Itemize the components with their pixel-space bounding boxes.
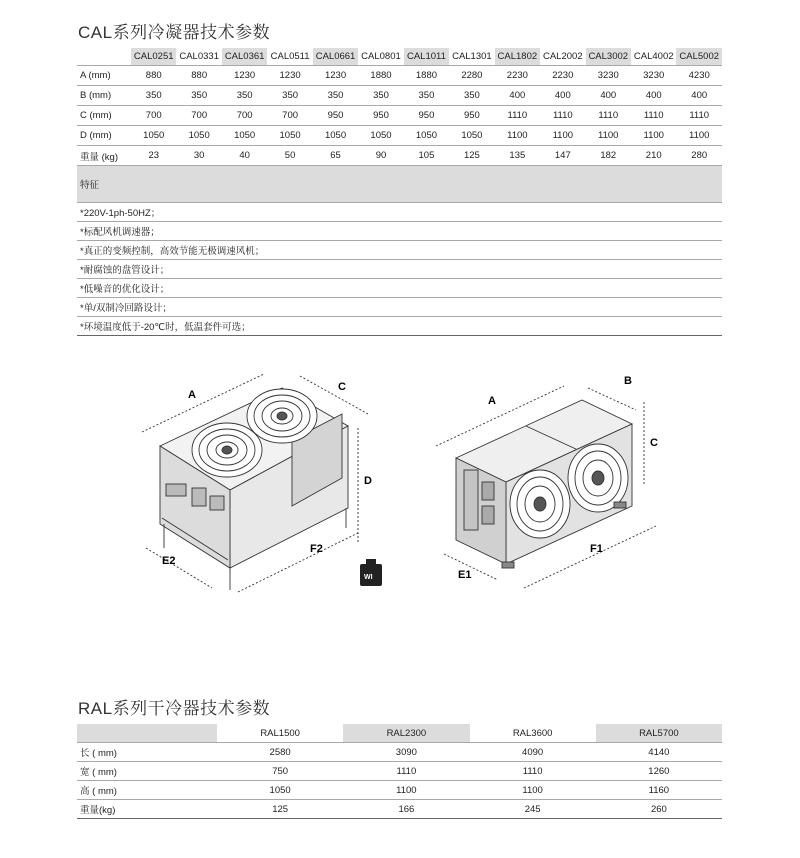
- dim-label-b: B: [624, 375, 632, 387]
- dim-label-a: A: [488, 395, 496, 407]
- table-header-row: [77, 48, 722, 66]
- feature-item: *耐腐蚀的盘管设计；: [77, 260, 722, 279]
- row-label-cell: 高 ( mm): [77, 781, 217, 800]
- row-label-cell: 重量(kg): [77, 800, 217, 819]
- table-cell: 350: [313, 86, 358, 106]
- row-label-cell: 重量 (kg): [77, 146, 131, 166]
- table-cell: 90: [358, 146, 403, 166]
- table-cell: 1880: [404, 66, 449, 86]
- table-row: [77, 743, 722, 762]
- features-label: 特征: [77, 166, 722, 203]
- table-cell: 1110: [470, 762, 596, 781]
- table-cell: 4140: [596, 743, 722, 762]
- model-header-cell: CAL1301: [449, 48, 494, 66]
- table-cell: 750: [217, 762, 343, 781]
- table-cell: 2230: [495, 66, 540, 86]
- table-cell: 2230: [540, 66, 585, 86]
- table-cell: 700: [176, 106, 221, 126]
- table-cell: 1100: [470, 781, 596, 800]
- model-header-cell: CAL0511: [267, 48, 312, 66]
- table-cell: 245: [470, 800, 596, 819]
- table-cell: 700: [222, 106, 267, 126]
- table-cell: 3230: [586, 66, 631, 86]
- feature-row: [77, 279, 722, 298]
- model-header-cell: CAL0661: [313, 48, 358, 66]
- table-cell: 1110: [676, 106, 722, 126]
- table-cell: 400: [631, 86, 676, 106]
- dim-label-e2: E2: [162, 555, 176, 567]
- table-cell: 1100: [495, 126, 540, 146]
- model-header-cell: RAL5700: [596, 724, 722, 743]
- ral-spec-table: [77, 724, 722, 819]
- table-cell: 350: [404, 86, 449, 106]
- table-cell: 30: [176, 146, 221, 166]
- feature-item: *真正的变频控制，高效节能无极调速风机；: [77, 241, 722, 260]
- table-cell: 1230: [313, 66, 358, 86]
- table-cell: 2280: [449, 66, 494, 86]
- table-cell: 400: [540, 86, 585, 106]
- feature-row: [77, 298, 722, 317]
- feature-item: *220V-1ph-50HZ；: [77, 203, 722, 222]
- model-header-cell: CAL4002: [631, 48, 676, 66]
- table-cell: 135: [495, 146, 540, 166]
- table-row: [77, 66, 722, 86]
- feature-row: [77, 241, 722, 260]
- table-cell: 350: [267, 86, 312, 106]
- table-cell: 700: [131, 106, 176, 126]
- table-cell: 2580: [217, 743, 343, 762]
- table-cell: 65: [313, 146, 358, 166]
- table-cell: 700: [267, 106, 312, 126]
- table-cell: 950: [358, 106, 403, 126]
- table-cell: 1100: [676, 126, 722, 146]
- table-cell: 4230: [676, 66, 722, 86]
- table-cell: 1230: [267, 66, 312, 86]
- model-header-cell: RAL1500: [217, 724, 343, 743]
- feature-row: [77, 203, 722, 222]
- table-cell: 1110: [495, 106, 540, 126]
- table-cell: 4090: [470, 743, 596, 762]
- model-header-cell: CAL3002: [586, 48, 631, 66]
- table-cell: 1050: [222, 126, 267, 146]
- dim-label-d: D: [364, 475, 372, 487]
- model-header-cell: CAL5002: [676, 48, 722, 66]
- model-header-cell: RAL2300: [343, 724, 469, 743]
- dim-label-c: C: [650, 437, 658, 449]
- model-header-cell: CAL0801: [358, 48, 403, 66]
- table-cell: 3090: [343, 743, 469, 762]
- cal-table-title: CAL系列冷凝器技术参数: [78, 23, 271, 42]
- feature-row: [77, 317, 722, 336]
- table-cell: 182: [586, 146, 631, 166]
- table-cell: 1050: [176, 126, 221, 146]
- table-cell: 350: [222, 86, 267, 106]
- row-label-cell: D (mm): [77, 126, 131, 146]
- table-cell: 1050: [267, 126, 312, 146]
- table-cell: 280: [676, 146, 722, 166]
- row-label-cell: A (mm): [77, 66, 131, 86]
- table-row: [77, 762, 722, 781]
- table-row: [77, 781, 722, 800]
- table-cell: 950: [404, 106, 449, 126]
- table-cell: 1050: [404, 126, 449, 146]
- table-cell: 1110: [586, 106, 631, 126]
- table-cell: 950: [313, 106, 358, 126]
- model-header-cell: RAL3600: [470, 724, 596, 743]
- table-cell: 147: [540, 146, 585, 166]
- table-cell: 1050: [217, 781, 343, 800]
- table-cell: 880: [176, 66, 221, 86]
- dim-label-f2: F2: [310, 543, 323, 555]
- table-cell: 23: [131, 146, 176, 166]
- table-cell: 105: [404, 146, 449, 166]
- feature-item: *标配风机调速器；: [77, 222, 722, 241]
- table-cell: 400: [586, 86, 631, 106]
- table-cell: 1100: [540, 126, 585, 146]
- feature-row: [77, 260, 722, 279]
- row-label-cell: B (mm): [77, 86, 131, 106]
- row-label-cell: C (mm): [77, 106, 131, 126]
- dim-label-c: C: [338, 381, 346, 393]
- table-cell: 350: [358, 86, 403, 106]
- table-cell: 1110: [343, 762, 469, 781]
- table-cell: 260: [596, 800, 722, 819]
- table-row: [77, 126, 722, 146]
- table-cell: 166: [343, 800, 469, 819]
- model-header-cell: CAL0361: [222, 48, 267, 66]
- table-cell: 1260: [596, 762, 722, 781]
- table-row: [77, 800, 722, 819]
- table-cell: 400: [495, 86, 540, 106]
- dim-label-a: A: [188, 389, 196, 401]
- dim-label-e1: E1: [458, 569, 472, 581]
- table-cell: 1100: [631, 126, 676, 146]
- ral-table-title: RAL系列干冷器技术参数: [78, 699, 271, 718]
- table-cell: 350: [176, 86, 221, 106]
- table-cell: 50: [267, 146, 312, 166]
- row-label-cell: 长 ( mm): [77, 743, 217, 762]
- weight-badge-label: WI: [364, 574, 373, 581]
- table-cell: 1050: [358, 126, 403, 146]
- table-corner-cell: [77, 48, 131, 66]
- table-cell: 125: [217, 800, 343, 819]
- table-cell: 210: [631, 146, 676, 166]
- table-cell: 1230: [222, 66, 267, 86]
- table-header-row: [77, 724, 722, 743]
- weight-icon: [360, 559, 382, 586]
- feature-item: *单/双制冷回路设计；: [77, 298, 722, 317]
- table-cell: 1050: [449, 126, 494, 146]
- table-cell: 350: [131, 86, 176, 106]
- table-cell: 880: [131, 66, 176, 86]
- feature-item: *环境温度低于-20℃时，低温套件可选；: [77, 317, 722, 336]
- model-header-cell: CAL2002: [540, 48, 585, 66]
- table-cell: 3230: [631, 66, 676, 86]
- table-cell: 1100: [343, 781, 469, 800]
- table-cell: 1100: [586, 126, 631, 146]
- table-row: [77, 106, 722, 126]
- feature-item: *低噪音的优化设计；: [77, 279, 722, 298]
- table-cell: 1880: [358, 66, 403, 86]
- cal-spec-table: [77, 48, 722, 336]
- table-cell: 1050: [131, 126, 176, 146]
- table-corner-cell: [77, 724, 217, 743]
- model-header-cell: CAL0331: [176, 48, 221, 66]
- row-label-cell: 宽 ( mm): [77, 762, 217, 781]
- table-cell: 350: [449, 86, 494, 106]
- model-header-cell: CAL1802: [495, 48, 540, 66]
- table-row: [77, 146, 722, 166]
- table-cell: 1110: [540, 106, 585, 126]
- table-cell: 1110: [631, 106, 676, 126]
- features-header-row: [77, 166, 722, 203]
- model-header-cell: CAL1011: [404, 48, 449, 66]
- cal-side-dimension-diagram: [418, 366, 668, 596]
- model-header-cell: CAL0251: [131, 48, 176, 66]
- table-cell: 1160: [596, 781, 722, 800]
- dim-label-f1: F1: [590, 543, 603, 555]
- table-cell: 950: [449, 106, 494, 126]
- table-cell: 40: [222, 146, 267, 166]
- table-cell: 1050: [313, 126, 358, 146]
- table-cell: 400: [676, 86, 722, 106]
- cal-dimension-diagram: [132, 368, 392, 598]
- table-row: [77, 86, 722, 106]
- table-cell: 125: [449, 146, 494, 166]
- feature-row: [77, 222, 722, 241]
